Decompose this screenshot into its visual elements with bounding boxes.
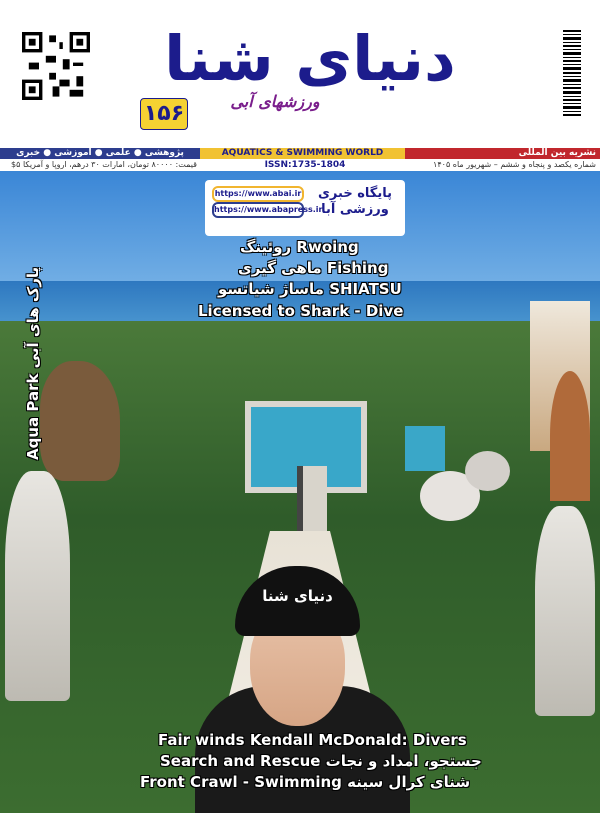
swim-cap: دنیای شنا: [235, 566, 360, 636]
shell-sculpture-small: [465, 451, 510, 491]
category-bar: پژوهشی ● علمی ● آموزشی ● خبری: [0, 148, 200, 159]
lion-statue-left: [5, 471, 70, 701]
pool-secondary: [405, 426, 445, 471]
magazine-subtitle: ورزشهای آبی: [230, 92, 320, 111]
price-info: قیمت: ۸۰۰۰۰ تومان، امارات ۳۰ درهم، اروپا و آمریکا ۵$: [11, 160, 197, 169]
bottom-headline-3: Front Crawl - Swimming شنای کرال سینه: [140, 773, 471, 791]
barcode-icon: [562, 30, 582, 120]
topic-rowing: روئینگ Rwoing: [240, 238, 359, 256]
promo-brand: پایگاه خبری ورزشی آبا: [318, 186, 392, 217]
issue-info: شماره یکصد و پنجاه و ششم – شهریور ماه ۱۴۰۵: [433, 160, 596, 169]
promo-url-2[interactable]: https://www.abapress.ir: [212, 202, 304, 218]
topic-shark-dive: Licensed to Shark - Dive: [198, 302, 404, 320]
topic-fishing: ماهی گیری Fishing: [238, 259, 389, 277]
carved-tower: [550, 371, 590, 501]
dinosaur-statue: [40, 361, 120, 481]
bottom-headline-1: Fair winds Kendall McDonald: Divers: [158, 731, 467, 749]
magazine-title: دنیای شنا: [164, 22, 456, 95]
bottom-headline-2: Search and Rescue جستجو، امداد و نجات: [160, 752, 482, 770]
issn-number: ISSN:1735-1804: [264, 160, 346, 170]
lion-statue-right: [535, 506, 595, 716]
qr-code-icon: [22, 32, 90, 100]
issue-number-badge: ۱۵۶: [140, 98, 188, 130]
topic-shiatsu: ماساژ شیاتسو SHIATSU: [218, 280, 402, 298]
promo-url-1[interactable]: https://www.abai.ir: [212, 186, 304, 202]
international-bar: نشریه بین المللی: [405, 148, 600, 159]
masthead: [0, 0, 600, 148]
side-caption-aqua-park: Aqua Park پارک های آبی: [24, 266, 42, 460]
english-title-bar: AQUATICS & SWIMMING WORLD: [200, 148, 405, 159]
